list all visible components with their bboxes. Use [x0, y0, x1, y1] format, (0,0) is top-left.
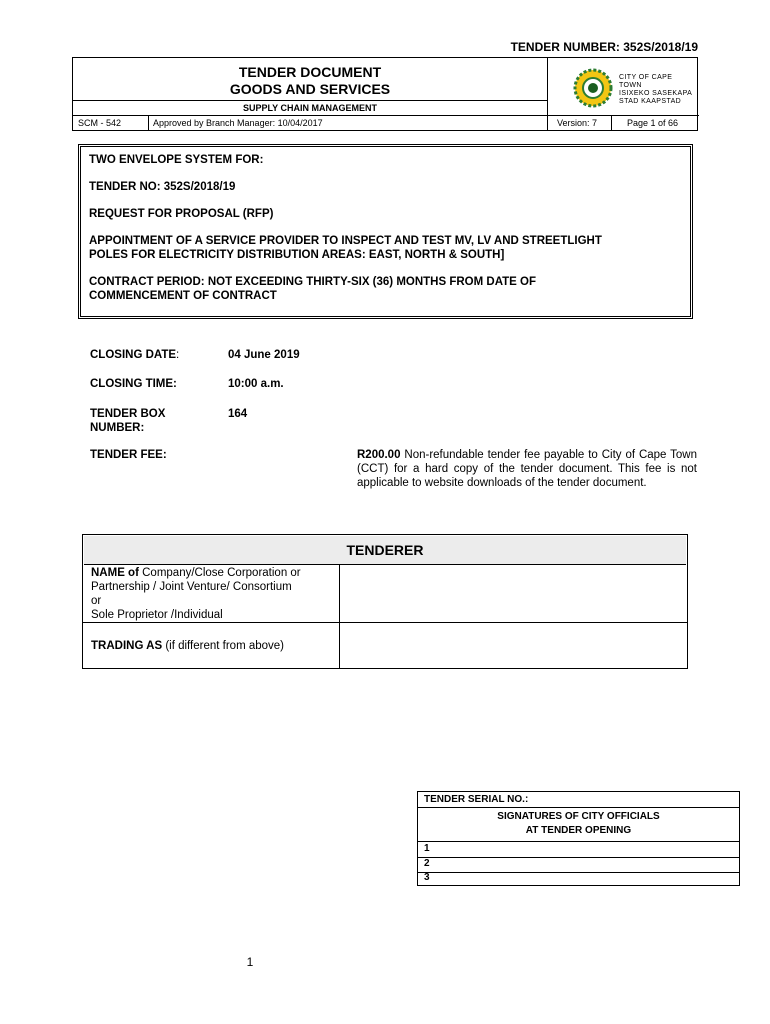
- signature-row: 1: [424, 843, 430, 854]
- signature-row: 3: [424, 872, 430, 883]
- supply-chain-heading: SUPPLY CHAIN MANAGEMENT: [242, 103, 377, 113]
- closing-date-value: 04 June 2019: [228, 349, 300, 361]
- tender-box-label: TENDER BOX NUMBER:: [90, 408, 166, 434]
- tenderer-table: [82, 534, 688, 669]
- page-number: 1: [246, 955, 254, 969]
- envelope-appointment-2: POLES FOR ELECTRICITY DISTRIBUTION AREAS: EAST, NORTH & SOUTH]: [89, 249, 505, 261]
- envelope-appointment-1: APPOINTMENT OF A SERVICE PROVIDER TO INSPECT AND TEST MV, LV AND STREETLIGHT: [89, 235, 602, 247]
- tender-fee-description: R200.00 Non-refundable tender fee payable to City of Cape Town (CCT) for a hard copy of the tender document. This fee is not applicable to website downloads of the tender document.: [357, 449, 697, 489]
- city-logo-text: CITY OF CAPE TOWN ISIXEKO SASEKAPA STAD KAAPSTAD: [619, 74, 693, 105]
- approval-info: Approved by Branch Manager: 10/04/2017: [153, 118, 323, 128]
- envelope-system-box: [78, 144, 693, 319]
- document-title: TENDER DOCUMENT: [238, 64, 382, 80]
- envelope-tender-no: TENDER NO: 352S/2018/19: [89, 181, 236, 193]
- trading-as-label: TRADING AS (if different from above): [91, 640, 285, 652]
- tender-fee-label: TENDER FEE:: [90, 449, 167, 461]
- document-subtitle: GOODS AND SERVICES: [229, 81, 391, 97]
- company-name-field[interactable]: [341, 566, 685, 621]
- signatures-heading: SIGNATURES OF CITY OFFICIALS AT TENDER OPENING: [497, 811, 660, 836]
- tender-serial-label: TENDER SERIAL NO.:: [424, 794, 529, 805]
- document-header: [72, 57, 698, 131]
- signature-row: 2: [424, 858, 430, 869]
- closing-time-value: 10:00 a.m.: [228, 378, 284, 390]
- version-info: Version: 7: [557, 118, 598, 128]
- closing-date-label: CLOSING DATE:: [90, 349, 180, 361]
- city-logo-icon: [573, 68, 613, 108]
- envelope-rfp: REQUEST FOR PROPOSAL (RFP): [89, 208, 274, 220]
- envelope-contract-2: COMMENCEMENT OF CONTRACT: [89, 290, 277, 302]
- closing-time-label: CLOSING TIME:: [90, 378, 177, 390]
- tender-serial-table: [417, 791, 740, 886]
- trading-as-field[interactable]: [341, 624, 685, 668]
- envelope-line: TWO ENVELOPE SYSTEM FOR:: [89, 154, 264, 166]
- tender-number: TENDER NUMBER: 352S/2018/19: [510, 40, 698, 54]
- tenderer-heading: TENDERER: [84, 536, 686, 565]
- company-name-label: NAME of Company/Close Corporation or Partnership / Joint Venture/ Consortium or Sole Proprietor /Individual: [91, 567, 301, 621]
- scm-code: SCM - 542: [78, 118, 122, 128]
- tender-box-value: 164: [228, 408, 248, 420]
- envelope-contract-1: CONTRACT PERIOD: NOT EXCEEDING THIRTY-SIX (36) MONTHS FROM DATE OF: [89, 276, 537, 288]
- page-info: Page 1 of 66: [627, 118, 679, 128]
